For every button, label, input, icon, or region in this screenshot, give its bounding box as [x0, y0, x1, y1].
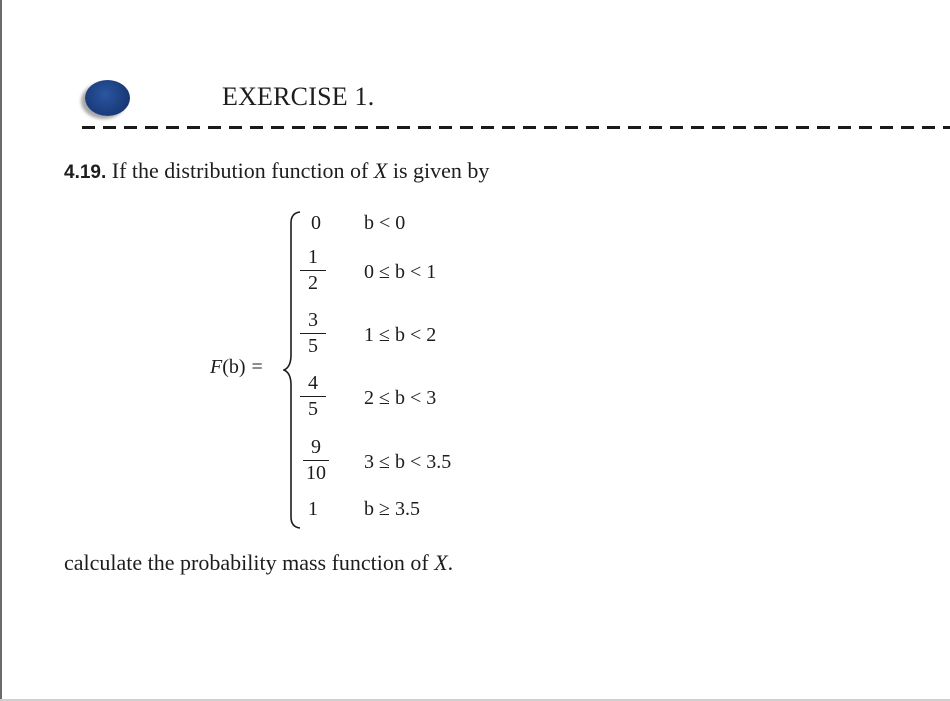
case-condition: b ≥ 3.5: [364, 498, 420, 520]
case-condition: 0 ≤ b < 1: [364, 261, 437, 283]
case-condition: 2 ≤ b < 3: [364, 387, 437, 409]
numerator: 3: [308, 309, 318, 331]
case-condition: 3 ≤ b < 3.5: [364, 451, 452, 473]
denominator: 5: [308, 398, 318, 420]
numerator: 4: [308, 372, 318, 394]
function-argument: (b): [222, 356, 246, 378]
case-value: 1: [308, 498, 318, 520]
case-value: 0: [311, 212, 321, 234]
instruction-text-before: calculate the probability mass function of: [64, 550, 429, 575]
case-fraction: [298, 310, 328, 356]
instruction-period: .: [447, 550, 454, 575]
instruction-text: [64, 550, 453, 576]
fraction-bar: [300, 333, 326, 334]
numerator: 1: [308, 246, 318, 268]
case-fraction: [301, 437, 331, 483]
numerator: 9: [311, 436, 321, 458]
equals-sign: =: [251, 356, 263, 378]
instruction-variable: X: [434, 550, 448, 575]
problem-variable: X: [373, 158, 388, 183]
problem-text-after: is given by: [392, 158, 490, 183]
fraction-bar: [303, 460, 329, 461]
case-condition: 1 ≤ b < 2: [364, 324, 437, 346]
problem-number: 4.19.: [64, 162, 107, 183]
problem-text-before: If the distribution function of: [111, 158, 369, 183]
fraction-bar: [300, 270, 326, 271]
denominator: 10: [306, 462, 326, 484]
denominator: 2: [308, 272, 318, 294]
denominator: 5: [308, 335, 318, 357]
case-condition: b < 0: [364, 212, 406, 234]
case-fraction: [298, 373, 328, 419]
function-name: F: [210, 356, 223, 378]
exercise-heading: EXERCISE 1.: [222, 82, 375, 111]
case-fraction: [298, 247, 328, 293]
fraction-bar: [300, 396, 326, 397]
